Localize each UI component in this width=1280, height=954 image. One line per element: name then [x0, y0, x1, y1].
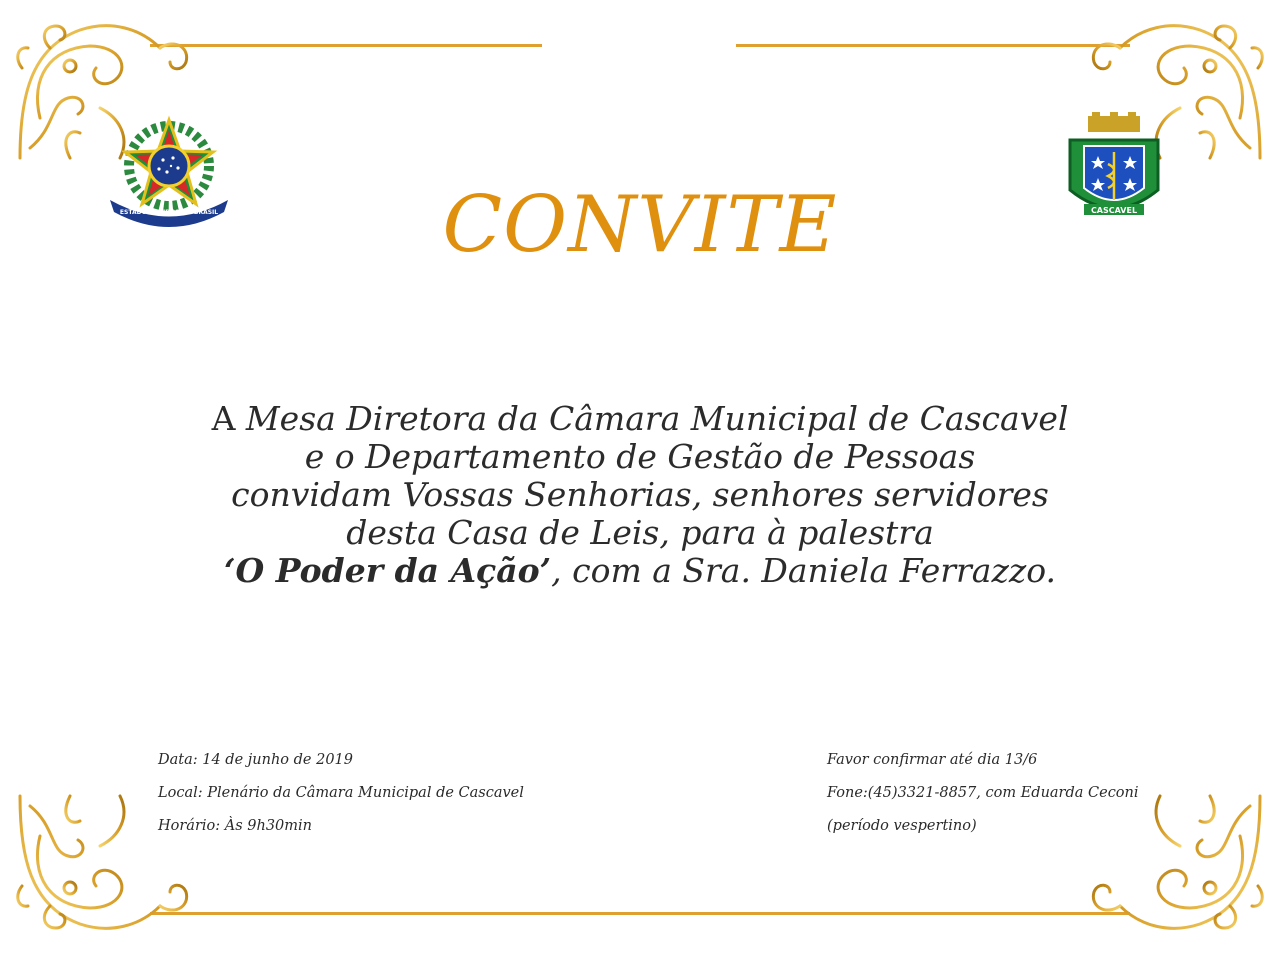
top-border-left [150, 44, 542, 47]
lecture-title: ‘O Poder da Ação’ [223, 551, 552, 590]
rsvp-confirm: Favor confirmar até dia 13/6 [827, 752, 1038, 768]
event-info [158, 751, 524, 850]
cascavel-banner-text: CASCAVEL [1090, 206, 1138, 215]
body-line-5: ‘O Poder da Ação’, com a Sra. Daniela Ferrazzo. [223, 551, 1057, 590]
brasil-banner-text: ESTADOS UNIDOS DO BRASIL [119, 209, 219, 216]
invitation-body [140, 400, 1140, 590]
body-line-2: e o Departamento de Gestão de Pessoas [304, 437, 976, 476]
event-location: Local: Plenário da Câmara Municipal de Cascavel [158, 785, 524, 801]
invitation-title: CONVITE [442, 180, 838, 270]
bottom-border [150, 912, 1130, 915]
rsvp-period: (período vespertino) [827, 818, 977, 834]
event-date: Data: 14 de junho de 2019 [158, 752, 353, 768]
body-line-4: desta Casa de Leis, para à palestra [346, 513, 934, 552]
body-line-1: A Mesa Diretora da Câmara Municipal de Cascavel [211, 399, 1069, 438]
body-line-3: convidam Vossas Senhorias, senhores servidores [231, 475, 1049, 514]
rsvp-phone: Fone:(45)3321-8857, com Eduarda Ceconi [827, 785, 1139, 801]
top-border-right [736, 44, 1130, 47]
event-time: Horário: Às 9h30min [158, 818, 313, 834]
rsvp-info [827, 751, 1139, 850]
